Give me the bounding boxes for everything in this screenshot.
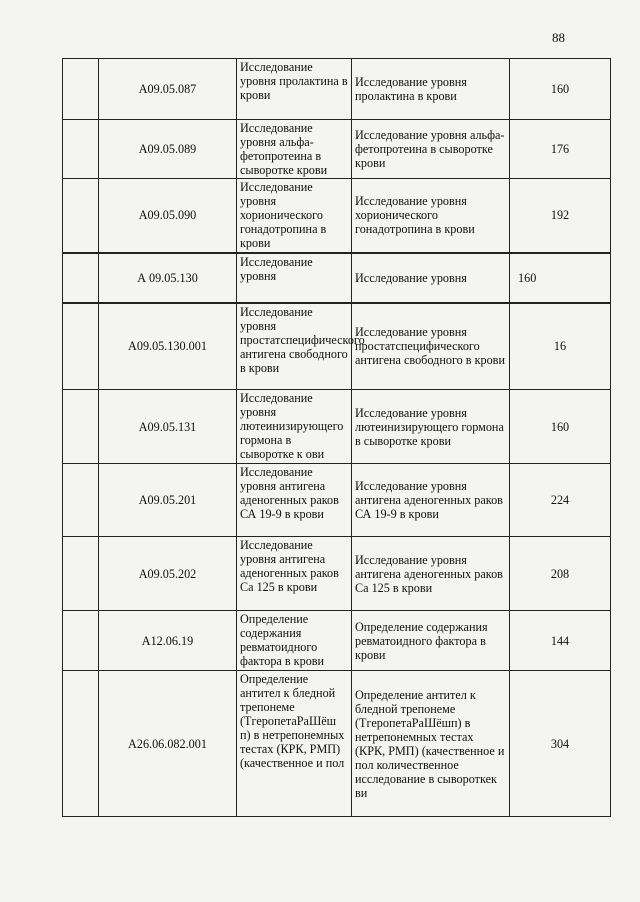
service-name: Исследование уровня антигена аденогенных раков СА 19-9 в крови	[237, 464, 352, 537]
row-number-cell	[63, 59, 99, 120]
service-description: Определение содержания ревматоидного фактора в крови	[352, 611, 510, 671]
service-price: 208	[510, 537, 611, 611]
service-code: А09.05.130.001	[99, 303, 237, 390]
service-code: А12.06.19	[99, 611, 237, 671]
row-number-cell	[63, 390, 99, 464]
service-description: Исследование уровня антигена аденогенных раков Са 125 в крови	[352, 537, 510, 611]
service-description: Исследование уровня хорионического гонадотропина в крови	[352, 179, 510, 253]
service-code: А09.05.131	[99, 390, 237, 464]
table-row	[63, 59, 611, 120]
service-code: А09.05.089	[99, 120, 237, 179]
service-description: Исследование уровня альфа-фетопротеина в сыворотке крови	[352, 120, 510, 179]
table-row	[63, 464, 611, 537]
service-code: А09.05.087	[99, 59, 237, 120]
table-row	[63, 253, 611, 303]
service-description: Исследование уровня простатспецифического антигена свободного в крови	[352, 303, 510, 390]
service-name: Исследование уровня	[237, 253, 352, 303]
row-number-cell	[63, 671, 99, 817]
service-price: 160	[510, 390, 611, 464]
table-offset-line	[560, 253, 610, 254]
service-code: А 09.05.130	[99, 253, 237, 303]
row-number-cell	[63, 253, 99, 303]
row-number-cell	[63, 464, 99, 537]
table-row	[63, 671, 611, 817]
service-price: 160	[510, 59, 611, 120]
table-row	[63, 537, 611, 611]
row-number-cell	[63, 120, 99, 179]
service-name: Исследование уровня пролактина в крови	[237, 59, 352, 120]
table-row	[63, 120, 611, 179]
service-code: А09.05.201	[99, 464, 237, 537]
service-price: 192	[510, 179, 611, 253]
service-name: Определение содержания ревматоидного фактора в крови	[237, 611, 352, 671]
service-name: Определение антител к бледной трепонеме (ТгеропетаРаШёш п) в нетрепонемных тестах (КРК, РМП) (качественное и пол	[237, 671, 352, 817]
service-name: Исследование уровня альфа-фетопротеина в сыворотке крови	[237, 120, 352, 179]
service-price: 224	[510, 464, 611, 537]
row-number-cell	[63, 179, 99, 253]
table-row	[63, 179, 611, 253]
service-code: А26.06.082.001	[99, 671, 237, 817]
service-name: Исследование уровня простатспецифического антигена свободного в крови	[237, 303, 352, 390]
table-row	[63, 303, 611, 390]
service-description: Исследование уровня антигена аденогенных раков СА 19-9 в крови	[352, 464, 510, 537]
table-row	[63, 611, 611, 671]
service-code: А09.05.090	[99, 179, 237, 253]
service-name: Исследование уровня антигена аденогенных раков Са 125 в крови	[237, 537, 352, 611]
service-price: 160	[510, 253, 611, 303]
row-number-cell	[63, 303, 99, 390]
table-row	[63, 390, 611, 464]
service-price: 144	[510, 611, 611, 671]
row-number-cell	[63, 537, 99, 611]
service-price: 176	[510, 120, 611, 179]
service-price: 16	[510, 303, 611, 390]
service-code: А09.05.202	[99, 537, 237, 611]
service-description: Исследование уровня	[352, 253, 510, 303]
services-table	[62, 58, 611, 817]
service-name: Исследование уровня лютеинизирующего гормона в сыворотке к ови	[237, 390, 352, 464]
service-description: Исследование уровня лютеинизирующего гормона в сыворотке крови	[352, 390, 510, 464]
service-description: Исследование уровня пролактина в крови	[352, 59, 510, 120]
service-price: 304	[510, 671, 611, 817]
page-number: 88	[552, 30, 565, 45]
service-name: Исследование уровня хорионического гонадотропина в крови	[237, 179, 352, 253]
table-offset-line	[610, 253, 611, 305]
row-number-cell	[63, 611, 99, 671]
service-description: Определение антител к бледной трепонеме (ТгеропетаРаШёшп) в нетрепонемных тестах (КРК, РМП) (качественное и пол количественное исследование в сывороткек ви	[352, 671, 510, 817]
